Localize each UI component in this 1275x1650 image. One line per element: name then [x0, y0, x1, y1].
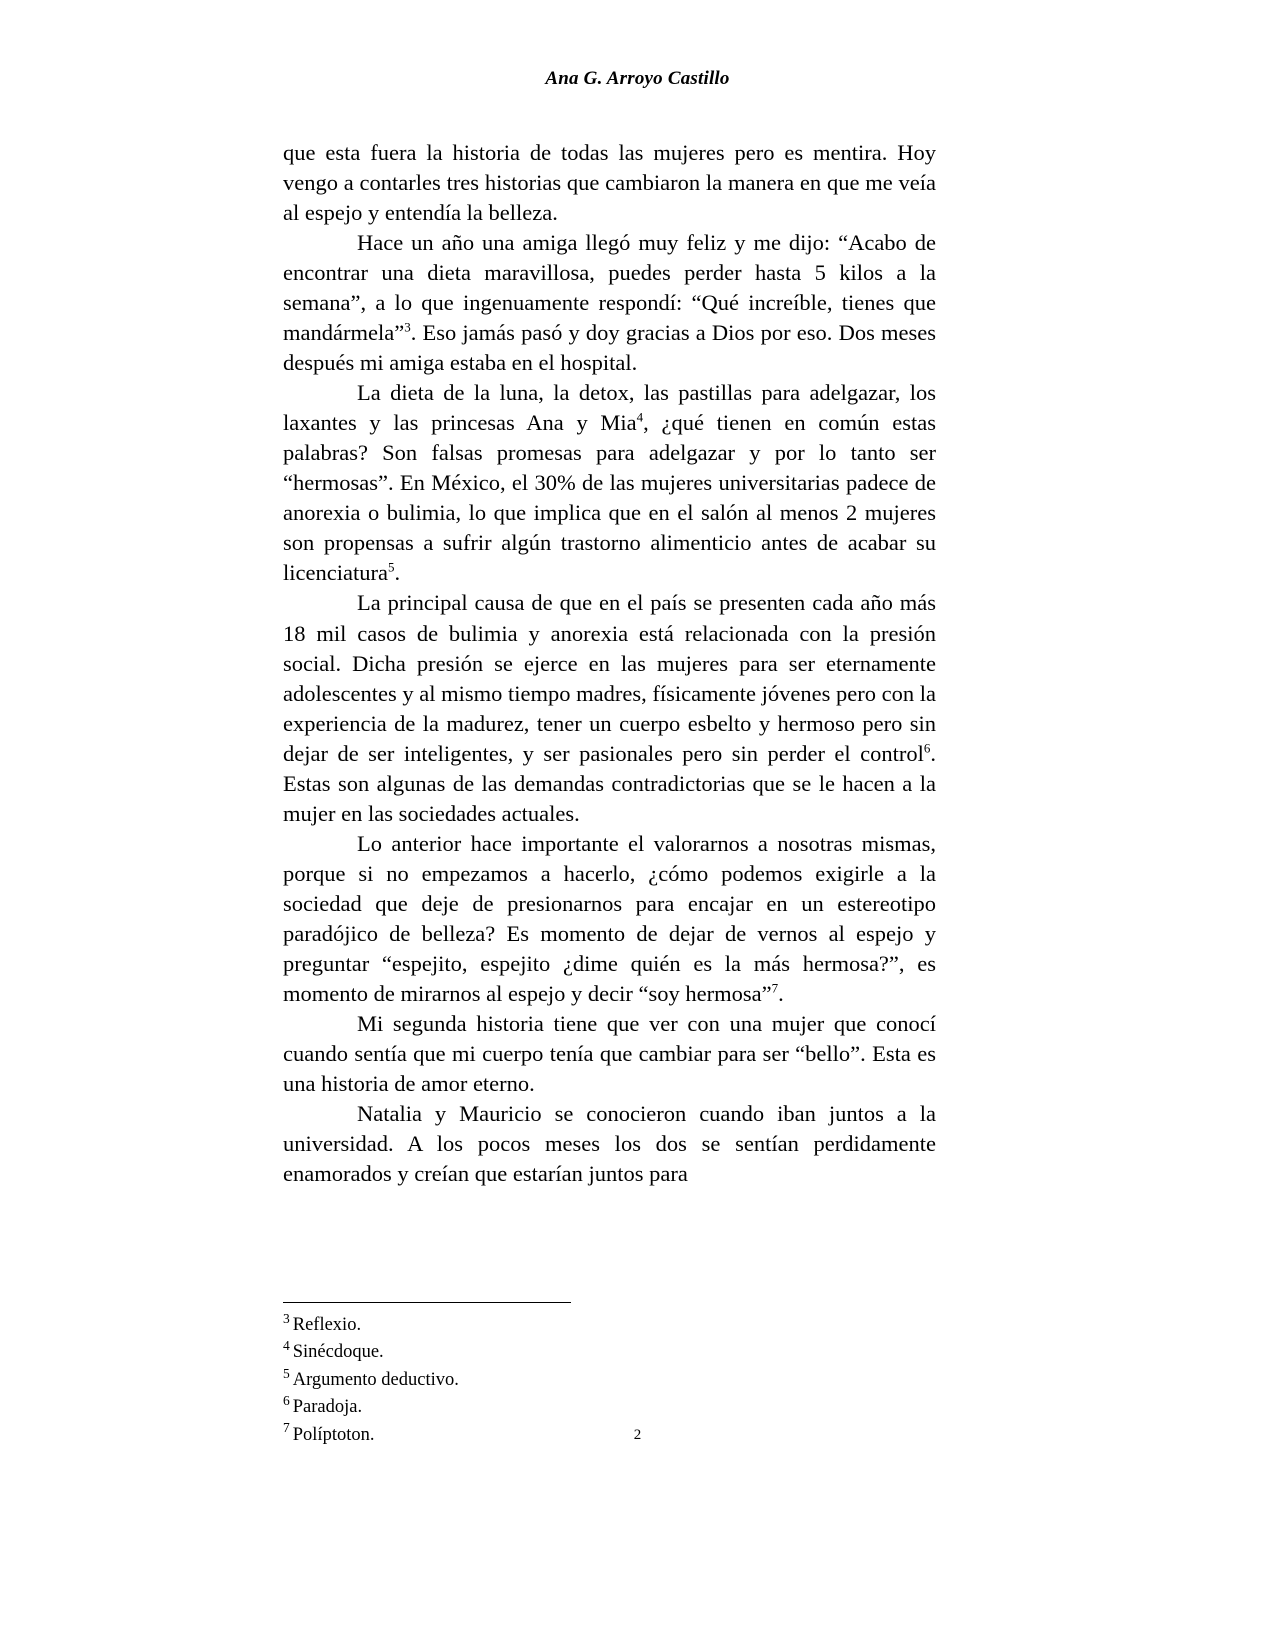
footnote-marker-6: 6 [923, 740, 931, 756]
paragraph-4 [283, 588, 936, 828]
paragraph-2-text-after: . Eso jamás pasó y doy gracias a Dios por eso. Dos meses después mi amiga estaba en el hospital. [283, 320, 936, 376]
footnote-text: Políptoton. [292, 1424, 375, 1445]
footnote-marker-5: 5 [387, 559, 395, 575]
footnote-item [283, 1394, 933, 1421]
page-number: 2 [633, 1427, 642, 1443]
footnote-text: Reflexio. [292, 1315, 362, 1335]
footnote-item [283, 1339, 933, 1366]
paragraph-4-text-before: La principal causa de que en el país se presenten cada año más 18 mil casos de bulimia y anorexia está relacionada con la presión social. Dicha presión se ejerce en las mujeres para ser eternamente adolescentes y al mismo tiempo madres, físicamente jóvenes pero con la experiencia de la madurez, tener un cuerpo esbelto y hermoso pero sin dejar de ser inteligentes, y ser pasionales pero sin perder el control [283, 590, 936, 766]
paragraph-7 [283, 1099, 936, 1189]
footnote-separator [283, 1302, 571, 1303]
paragraph-6 [283, 1009, 936, 1099]
footnote-marker-7: 7 [771, 980, 779, 996]
paragraph-4-text-after: . Estas son algunas de las demandas contradictorias que se le hacen a la mujer en las sociedades actuales. [283, 740, 936, 826]
paragraph-1 [283, 138, 936, 228]
paragraph-2 [283, 228, 936, 378]
paragraph-2-text-before: Hace un año una amiga llegó muy feliz y me dijo: “Acabo de encontrar una dieta maravillosa, puedes perder hasta 5 kilos a la semana”, a lo que ingenuamente respondí: “Qué increíble, tienes que mandármela” [283, 230, 936, 346]
footnote-number: 3 [283, 1310, 290, 1326]
footnote-item [283, 1312, 933, 1339]
footnote-text: Paradoja. [292, 1397, 363, 1418]
footnote-number: 6 [283, 1392, 290, 1408]
body-text [283, 138, 936, 1189]
footnote-marker-3: 3 [404, 319, 411, 335]
footnote-number: 5 [283, 1365, 290, 1381]
paragraph-3 [283, 378, 936, 588]
paragraph-5-text-after: . [778, 980, 784, 1006]
footnote-text: Sinécdoque. [292, 1342, 384, 1363]
footnote-marker-4: 4 [636, 409, 644, 425]
footnote-text: Argumento deductivo. [292, 1369, 459, 1390]
paragraph-5 [283, 829, 936, 1009]
running-head: Ana G. Arroyo Castillo [545, 68, 730, 89]
paragraph-1-text: que esta fuera la historia de todas las mujeres pero es mentira. Hoy vengo a contarles tres historias que cambiaron la manera en que me veía al espejo y entendía la belleza. [283, 140, 936, 226]
footnote-number: 4 [283, 1338, 290, 1354]
paragraph-6-text: Mi segunda historia tiene que ver con una mujer que conocí cuando sentía que mi cuerpo tenía que cambiar para ser “bello”. Esta es una historia de amor eterno. [283, 1010, 936, 1096]
paragraph-3-text-after: . [394, 560, 401, 586]
paragraph-3-text-mid: , ¿qué tienen en común estas palabras? Son falsas promesas para adelgazar y por lo tanto ser “hermosas”. En México, el 30% de las mujeres universitarias padece de anorexia o bulimia, lo que implica que en el salón al menos 2 mujeres son propensas a sufrir algún trastorno alimenticio antes de acabar su licenciatura [283, 410, 936, 586]
footnote-item [283, 1367, 933, 1394]
footnote-number: 7 [283, 1420, 290, 1436]
paragraph-5-text-before: Lo anterior hace importante el valorarnos a nosotras mismas, porque si no empezamos a hacerlo, ¿cómo podemos exigirle a la sociedad que deje de presionarnos para encajar en un estereotipo paradójico de belleza? Es momento de dejar de vernos al espejo y preguntar “espejito, espejito ¿dime quién es la más hermosa?”, es momento de mirarnos al espejo y decir “soy hermosa” [283, 830, 936, 1006]
paragraph-7-text: Natalia y Mauricio se conocieron cuando iban juntos a la universidad. A los pocos meses los dos se sentían perdidamente enamorados y creían que estarían juntos para [283, 1101, 936, 1187]
paragraph-3-text-before: La dieta de la luna, la detox, las pastillas para adelgazar, los laxantes y las princesas Ana y Mia [283, 380, 936, 436]
